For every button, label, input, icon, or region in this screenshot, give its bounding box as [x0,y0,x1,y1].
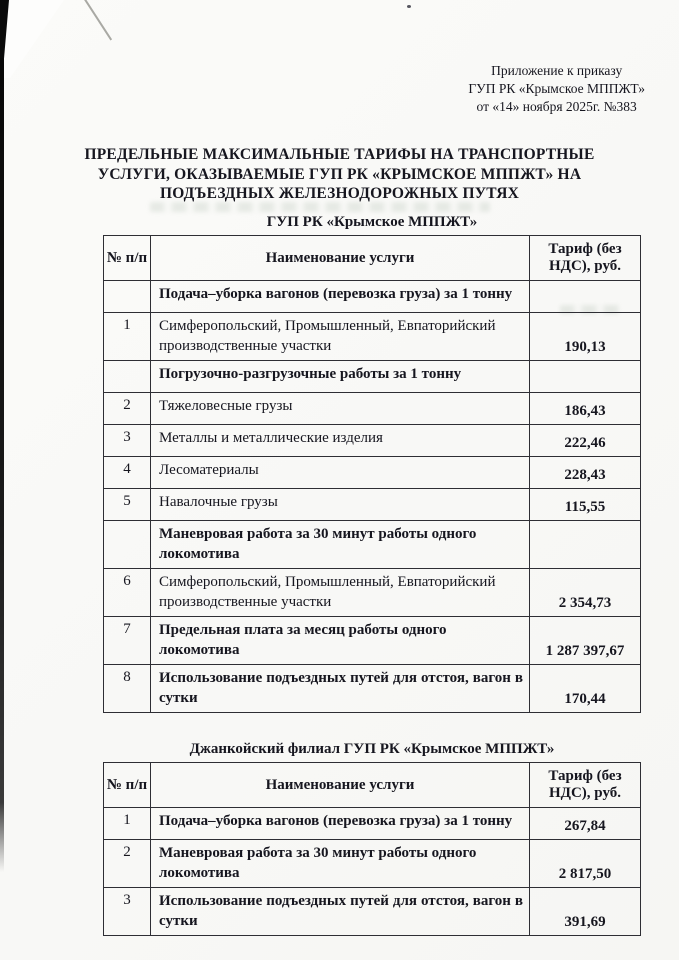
service-name: Симферопольский, Промышленный, Евпаторийский производственные участки [151,313,530,361]
annex-line: Приложение к приказу [491,63,623,78]
row-number: 2 [104,840,151,888]
row-number: 4 [104,457,151,489]
row-number [104,281,151,313]
tables-host [103,214,641,936]
table-row [104,569,641,617]
header-row [104,763,641,808]
service-name: Тяжеловесные грузы [151,393,530,425]
service-name: Подача–уборка вагонов (перевозка груза) за 1 тонну [151,281,530,313]
col-header-num: № п/п [104,236,151,281]
tariff-value [530,521,641,569]
table-row [104,617,641,665]
col-header-service: Наименование услуги [151,763,530,808]
service-name: Маневровая работа за 30 минут работы одного локомотива [151,840,530,888]
row-number: 1 [104,808,151,840]
header-row [104,236,641,281]
tariff-value: 267,84 [530,808,641,840]
table-row [104,489,641,521]
service-name: Маневровая работа за 30 минут работы одного локомотива [151,521,530,569]
service-name: Предельная плата за месяц работы одного локомотива [151,617,530,665]
table-row [104,313,641,361]
row-number [104,361,151,393]
row-number: 6 [104,569,151,617]
scan-speck [407,5,411,8]
table-row [104,888,641,936]
tariff-value: 2 817,50 [530,840,641,888]
col-header-num: № п/п [104,763,151,808]
table-row [104,808,641,840]
table-row [104,840,641,888]
row-number [104,521,151,569]
tariff-value: 1 287 397,67 [530,617,641,665]
table-row [104,425,641,457]
document-title: ПРЕДЕЛЬНЫЕ МАКСИМАЛЬНЫЕ ТАРИФЫ НА ТРАНСПОРТНЫЕ УСЛУГИ, ОКАЗЫВАЕМЫЕ ГУП РК «КРЫМСКОЕ МППЖТ» НА ПОДЪЕЗДНЫХ ЖЕЛЕЗНОДОРОЖНЫХ ПУТЯХ [84,146,595,202]
bleed-through-ghost-text [150,202,490,212]
section-row [104,361,641,393]
section-row [104,521,641,569]
table-caption: Джанкойский филиал ГУП РК «Крымское МППЖТ» [189,741,555,757]
tariff-value: 222,46 [530,425,641,457]
table-caption: ГУП РК «Крымское МППЖТ» [266,214,478,230]
service-name: Навалочные грузы [151,489,530,521]
service-name: Использование подъездных путей для отстоя, вагон в сутки [151,888,530,936]
tariff-value: 190,13 [530,313,641,361]
table-header [104,236,641,281]
service-name: Подача–уборка вагонов (перевозка груза) за 1 тонну [151,808,530,840]
annex-line: от «14» ноября 2025г. №383 [476,99,637,114]
row-number: 5 [104,489,151,521]
table-row [104,457,641,489]
tariff-table-block [103,741,641,936]
tariff-value: 115,55 [530,489,641,521]
tariff-value: 2 354,73 [530,569,641,617]
row-number: 3 [104,425,151,457]
tariff-table-block [103,214,641,713]
tariff-value: 228,43 [530,457,641,489]
tariff-value [530,281,641,313]
annex-reference-block [468,62,645,116]
service-name: Погрузочно-разгрузочные работы за 1 тонну [151,361,530,393]
row-number: 7 [104,617,151,665]
tariff-table [103,762,641,936]
page-corner-fold-line [60,0,112,40]
tariff-value: 170,44 [530,665,641,713]
tariff-value: 391,69 [530,888,641,936]
table-header [104,763,641,808]
service-name: Металлы и металлические изделия [151,425,530,457]
row-number: 1 [104,313,151,361]
page-corner-fold [0,0,70,80]
service-name: Использование подъездных путей для отстоя, вагон в сутки [151,665,530,713]
col-header-service: Наименование услуги [151,236,530,281]
tariff-value [530,361,641,393]
col-header-tariff: Тариф (без НДС), руб. [530,236,641,281]
col-header-tariff: Тариф (без НДС), руб. [530,763,641,808]
service-name: Лесоматериалы [151,457,530,489]
tariff-value: 186,43 [530,393,641,425]
row-number: 8 [104,665,151,713]
scan-edge-shadow [0,0,4,872]
table-row [104,665,641,713]
tariff-table [103,235,641,713]
table-row [104,393,641,425]
row-number: 2 [104,393,151,425]
service-name: Симферопольский, Промышленный, Евпаторийский производственные участки [151,569,530,617]
row-number: 3 [104,888,151,936]
annex-line: ГУП РК «Крымское МППЖТ» [468,81,645,96]
section-row [104,281,641,313]
